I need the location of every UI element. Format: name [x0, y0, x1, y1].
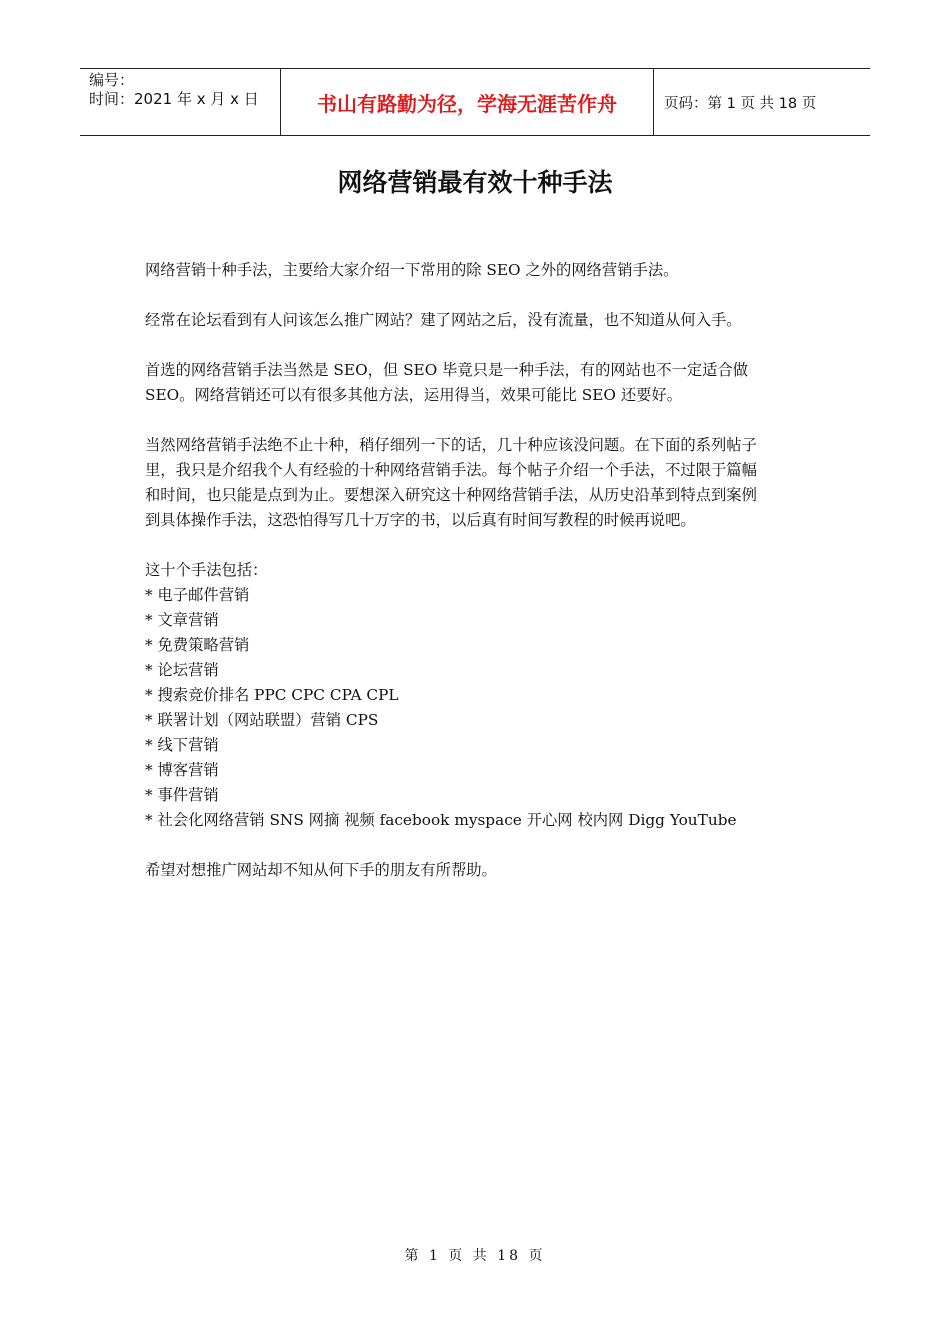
- paragraph: 当然网络营销手法绝不止十种，稍仔细列一下的话，几十种应该没问题。在下面的系列帖子里，我只是介绍我个人有经验的十种网络营销手法。每个帖子介绍一个手法，不过限于篇幅和时间，也只能是点到为止。要想深入研究这十种网络营销手法，从历史沿革到特点到案例到具体操作手法，这恐怕得写几十万字的书，以后真有时间写教程的时候再说吧。: [145, 436, 757, 529]
- document-body: [145, 258, 765, 908]
- list-item: * 社会化网络营销 SNS 网摘 视频 facebook myspace 开心网 校内网 Digg YouTube: [145, 811, 737, 829]
- list-item: * 论坛营销: [145, 661, 219, 679]
- document-title: 网络营销最有效十种手法: [337, 168, 613, 197]
- header-page-info: 页码：第 1 页 共 18 页: [664, 95, 817, 112]
- page-footer: 第 1 页 共 18 页: [404, 1248, 546, 1264]
- list-item: * 联署计划（网站联盟）营销 CPS: [145, 711, 379, 729]
- list-item: * 免费策略营销: [145, 636, 250, 654]
- paragraph: 网络营销十种手法，主要给大家介绍一下常用的除 SEO 之外的网络营销手法。: [145, 261, 679, 279]
- paragraph: 首选的网络营销手法当然是 SEO，但 SEO 毕竟只是一种手法，有的网站也不一定适合做 SEO。网络营销还可以有很多其他方法，运用得当，效果可能比 SEO 还要好。: [145, 361, 749, 404]
- list-item: * 线下营销: [145, 736, 219, 754]
- list-intro: 这十个手法包括：: [145, 561, 268, 579]
- list-item: * 事件营销: [145, 786, 219, 804]
- header-motto: 书山有路勤为径，学海无涯苦作舟: [281, 69, 654, 135]
- method-list: [145, 583, 765, 833]
- paragraph: 经常在论坛看到有人问该怎么推广网站？建了网站之后，没有流量，也不知道从何入手。: [145, 311, 742, 329]
- header-info-cell: [80, 69, 281, 135]
- list-item: * 电子邮件营销: [145, 586, 250, 604]
- closing-paragraph: 希望对想推广网站却不知从何下手的朋友有所帮助。: [145, 861, 497, 879]
- date-label: 时间：2021 年 x 月 x 日: [89, 90, 259, 108]
- list-item: * 文章营销: [145, 611, 219, 629]
- list-item: * 博客营销: [145, 761, 219, 779]
- list-item: * 搜索竞价排名 PPC CPC CPA CPL: [145, 686, 399, 704]
- number-label: 编号：: [89, 71, 135, 89]
- page-header-table: [80, 68, 870, 136]
